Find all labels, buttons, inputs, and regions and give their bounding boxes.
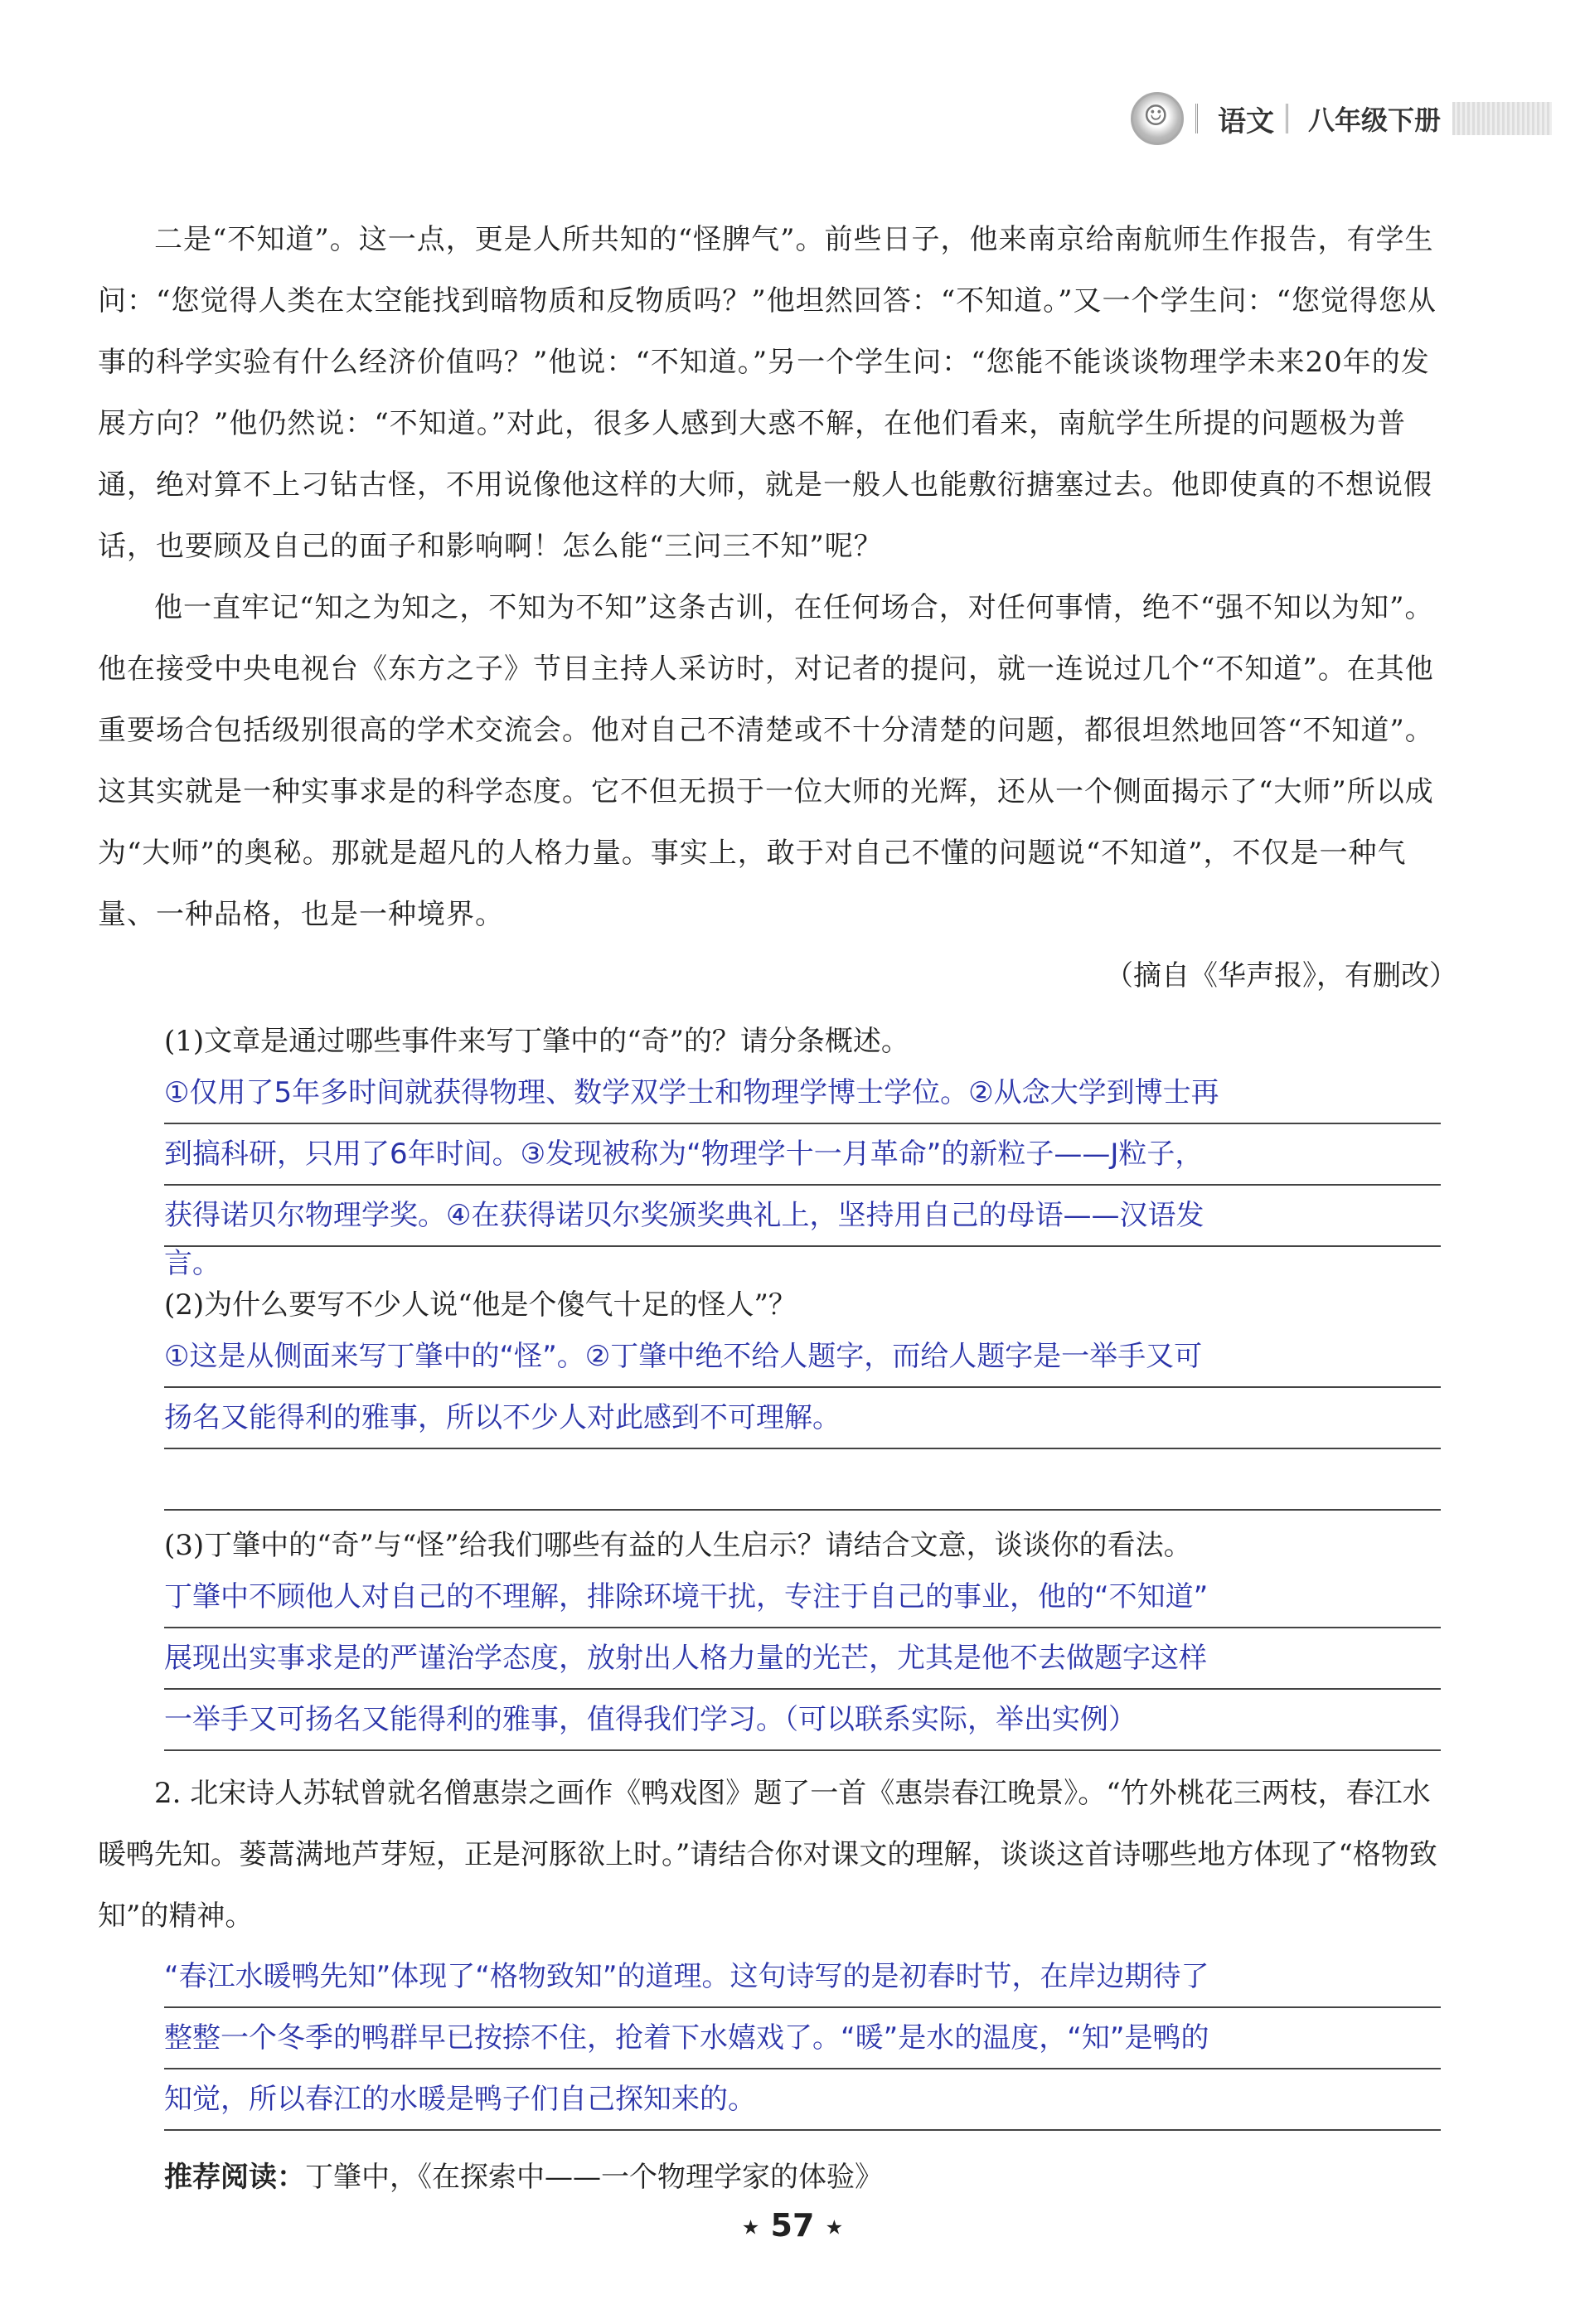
recommended-reading (164, 2152, 1457, 2202)
passage-paragraph-1: 二是“不知道”。这一点，更是人所共知的“怪脾气”。前些日子，他来南京给南航师生作报告，有学生问：“您觉得人类在太空能找到暗物质和反物质吗？”他坦然回答：“不知道。”又一个学生问：“您觉得您从事的科学实验有什么经济价值吗？”他说：“不知道。”另一个学生问：“您能不能谈谈物理学未来20年的发展方向？”他仍然说：“不知道。”对此，很多人感到大惑不解，在他们看来，南航学生所提的问题极为普通，绝对算不上刁钻古怪，不用说像他这样的大师，就是一般人也能敷衍搪塞过去。他即使真的不想说假话，也要顾及自己的面子和影响啊！怎么能“三问三不知”呢？ (98, 223, 1437, 563)
page-header (1131, 90, 1552, 148)
answer-1-2 (164, 1327, 1441, 1511)
answer-line: 整整一个冬季的鸭群早已按捺不住，抢着下水嬉戏了。“暖”是水的温度，“知”是鸭的 (164, 2008, 1441, 2069)
answer-1-1 (164, 1063, 1441, 1283)
page-content (98, 209, 1457, 2202)
answer-line: ①这是从侧面来写丁肇中的“怪”。②丁肇中绝不给人题字，而给人题字是一举手又可 (164, 1327, 1441, 1388)
page-number-value: 57 (770, 2207, 815, 2244)
question-1-2: (2)为什么要写不少人说“他是个傻气十足的怪人”？ (164, 1288, 797, 1322)
answer-line: 知觉，所以春江的水暖是鸭子们自己探知来的。 (164, 2069, 1441, 2131)
decorative-bar (1452, 102, 1552, 135)
answer-2 (164, 1947, 1441, 2131)
answer-line: 到搞科研，只用了6年时间。③发现被称为“物理学十一月革命”的新粒子——J粒子， (164, 1124, 1441, 1186)
grade-label: 八年级下册 (1307, 104, 1441, 136)
passage-source: （摘自《华声报》，有删改） (1105, 959, 1457, 992)
answer-line: 扬名又能得利的雅事，所以不少人对此感到不可理解。 (164, 1388, 1441, 1449)
question-2: 2. 北宋诗人苏轼曾就名僧惠崇之画作《鸭戏图》题了一首《惠崇春江晚景》。“竹外桃花三两枝，春江水暖鸭先知。蒌蒿满地芦芽短，正是河豚欲上时。”请结合你对课文的理解，谈谈这首诗哪些地方体现了“格物致知”的精神。 (98, 1777, 1437, 1933)
question-1-1: (1)文章是通过哪些事件来写丁肇中的“奇”的？请分条概述。 (164, 1025, 909, 1058)
star-icon: ★ (741, 2215, 760, 2239)
answer-line: “春江水暖鸭先知”体现了“格物致知”的道理。这句诗写的是初春时节，在岸边期待了 (164, 1947, 1441, 2008)
recommended-reading-label: 推荐阅读： (164, 2161, 305, 2194)
recommended-reading-text: 丁肇中，《在探索中——一个物理学家的体验》 (305, 2161, 883, 2194)
subject-label: 语文 (1217, 104, 1274, 138)
answer-1-3 (164, 1567, 1441, 1751)
answer-line: 言。 (164, 1247, 221, 1280)
answer-line: 获得诺贝尔物理学奖。④在获得诺贝尔奖颁奖典礼上，坚持用自己的母语——汉语发 (164, 1186, 1441, 1247)
star-icon: ★ (825, 2215, 844, 2239)
answer-line: ①仅用了5年多时间就获得物理、数学双学士和物理学博士学位。②从念大学到博士再 (164, 1063, 1441, 1124)
divider (1286, 104, 1297, 133)
answer-line: 一举手又可扬名又能得利的雅事，值得我们学习。（可以联系实际，举出实例） (164, 1690, 1441, 1751)
blank-answer-line (164, 1449, 1441, 1511)
page-number (0, 2207, 1585, 2244)
passage-paragraph-2: 他一直牢记“知之为知之，不知为不知”这条古训，在任何场合，对任何事情，绝不“强不知以为知”。他在接受中央电视台《东方之子》节目主持人采访时，对记者的提问，就一连说过几个“不知道”。在其他重要场合包括级别很高的学术交流会。他对自己不清楚或不十分清楚的问题，都很坦然地回答“不知道”。这其实就是一种实事求是的科学态度。它不但无损于一位大师的光辉，还从一个侧面揭示了“大师”所以成为“大师”的奥秘。那就是超凡的人格力量。事实上，敢于对自己不懂的问题说“不知道”，不仅是一种气量、一种品格，也是一种境界。 (98, 591, 1434, 931)
question-1-3: (3)丁肇中的“奇”与“怪”给我们哪些有益的人生启示？请结合文意，谈谈你的看法。 (164, 1529, 1192, 1562)
sun-mascot-icon (1131, 92, 1184, 145)
answer-line: 丁肇中不顾他人对自己的不理解，排除环境干扰，专注于自己的事业，他的“不知道” (164, 1567, 1441, 1628)
answer-line: 展现出实事求是的严谨治学态度，放射出人格力量的光芒，尤其是他不去做题字这样 (164, 1628, 1441, 1690)
divider (1195, 104, 1206, 133)
